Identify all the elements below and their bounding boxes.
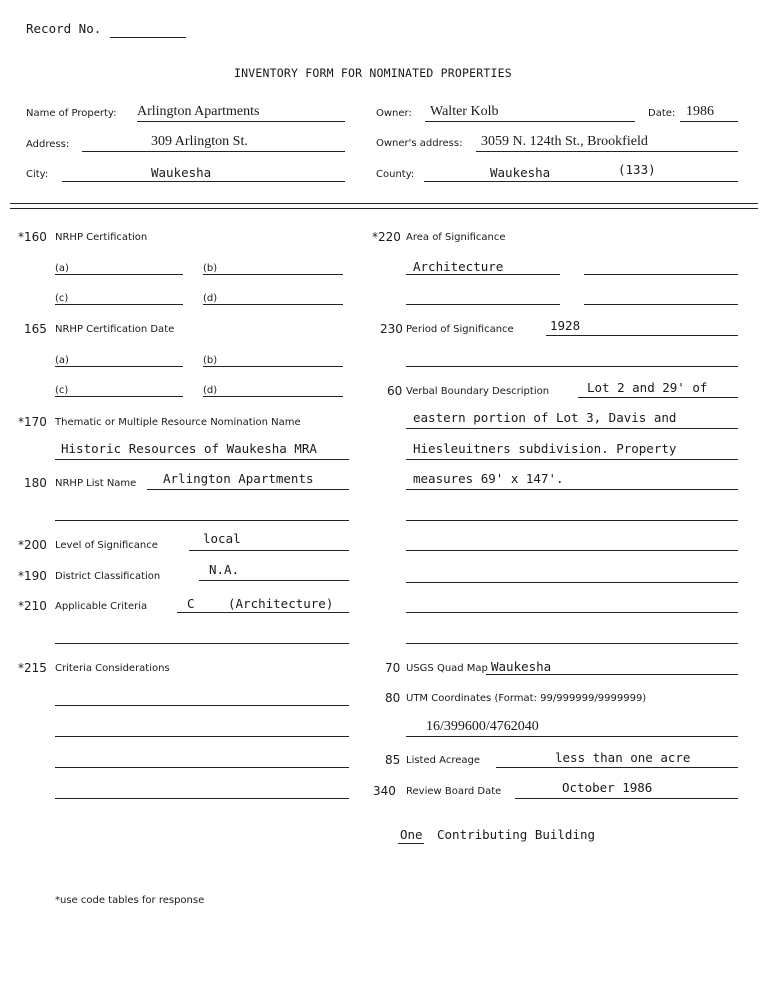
thematic-line[interactable] — [55, 459, 349, 460]
district-label: District Classification — [55, 571, 161, 582]
level-value: local — [203, 531, 241, 546]
nrhp-date-b-label: (b) — [203, 355, 218, 366]
address-line[interactable] — [82, 151, 345, 152]
boundary-line-7[interactable] — [406, 582, 738, 583]
criteria-extra-line[interactable] — [55, 643, 349, 644]
acreage-label: Listed Acreage — [406, 755, 480, 766]
record-number-label: Record No. — [26, 21, 102, 36]
nrhp-date-d-label: (d) — [203, 385, 218, 396]
considerations-label: Criteria Considerations — [55, 663, 170, 674]
thematic-code: *170 — [18, 415, 47, 429]
area-line-2b[interactable] — [584, 304, 738, 305]
nrhp-date-b-field[interactable] — [203, 366, 343, 367]
utm-line[interactable] — [406, 736, 738, 737]
nrhp-date-a-field[interactable] — [55, 366, 183, 367]
nrhp-date-code: 165 — [24, 322, 47, 336]
boundary-line-8[interactable] — [406, 612, 738, 613]
nrhp-cert-c-label: (c) — [55, 293, 69, 304]
area-line-2a[interactable] — [406, 304, 560, 305]
contributing-count-line[interactable] — [398, 843, 424, 844]
district-code: *190 — [18, 569, 47, 583]
nrhp-cert-code: *160 — [18, 230, 47, 244]
nrhp-cert-a-label: (a) — [55, 263, 69, 274]
boundary-line-2[interactable] — [406, 428, 738, 429]
level-code: *200 — [18, 538, 47, 552]
list-name-value: Arlington Apartments — [163, 471, 314, 486]
boundary-line-4[interactable] — [406, 489, 738, 490]
county-line[interactable] — [424, 181, 738, 182]
boundary-line-4-text: measures 69' x 147'. — [413, 471, 564, 486]
criteria-label: Applicable Criteria — [55, 601, 148, 612]
boundary-line-2-text: eastern portion of Lot 3, Davis and — [413, 410, 677, 425]
review-code: 340 — [373, 784, 396, 798]
date-line[interactable] — [680, 121, 738, 122]
owner-value: Walter Kolb — [430, 104, 499, 119]
form-title: INVENTORY FORM FOR NOMINATED PROPERTIES — [234, 66, 512, 80]
criteria-value-code: C — [187, 596, 195, 611]
level-line[interactable] — [189, 550, 349, 551]
boundary-line-1-text: Lot 2 and 29' of — [587, 380, 708, 395]
acreage-code: 85 — [385, 753, 401, 767]
list-name-label: NRHP List Name — [55, 478, 137, 489]
owner-line[interactable] — [425, 121, 635, 122]
nrhp-date-c-label: (c) — [55, 385, 69, 396]
owner-label: Owner: — [376, 108, 412, 119]
district-value: N.A. — [209, 562, 240, 577]
acreage-line[interactable] — [496, 767, 738, 768]
area-line-1b[interactable] — [584, 274, 738, 275]
district-line[interactable] — [199, 580, 349, 581]
nrhp-cert-a-field[interactable] — [55, 274, 183, 275]
date-label: Date: — [648, 108, 676, 119]
record-number-field[interactable] — [110, 37, 186, 38]
considerations-code: *215 — [18, 661, 47, 675]
considerations-line-4[interactable] — [55, 798, 349, 799]
city-value: Waukesha — [151, 165, 212, 180]
nrhp-date-a-label: (a) — [55, 355, 69, 366]
boundary-label: Verbal Boundary Description — [406, 386, 550, 397]
period-label: Period of Significance — [406, 324, 514, 335]
nrhp-cert-b-label: (b) — [203, 263, 218, 274]
criteria-value-desc: (Architecture) — [228, 596, 334, 611]
list-name-extra-line[interactable] — [55, 520, 349, 521]
usgs-label: USGS Quad Map — [406, 663, 488, 674]
boundary-line-9[interactable] — [406, 643, 738, 644]
usgs-line[interactable] — [486, 674, 738, 675]
county-code: (133) — [618, 162, 656, 177]
address-value: 309 Arlington St. — [151, 134, 248, 149]
boundary-line-3-text: Hiesleuitners subdivision. Property — [413, 441, 677, 456]
thematic-label: Thematic or Multiple Resource Nomination Name — [55, 417, 301, 428]
usgs-value: Waukesha — [491, 659, 552, 674]
city-line[interactable] — [62, 181, 345, 182]
nrhp-cert-c-field[interactable] — [55, 304, 183, 305]
list-name-line[interactable] — [147, 489, 349, 490]
thematic-value: Historic Resources of Waukesha MRA — [61, 441, 317, 456]
nrhp-cert-label: NRHP Certification — [55, 232, 148, 243]
utm-value: 16/399600/4762040 — [426, 719, 539, 734]
property-name-label: Name of Property: — [26, 108, 117, 119]
criteria-line[interactable] — [177, 612, 349, 613]
contributing-label: Contributing Building — [437, 827, 596, 842]
boundary-line-5[interactable] — [406, 520, 738, 521]
address-label: Address: — [26, 139, 70, 150]
area-line-1a[interactable] — [406, 274, 560, 275]
period-extra-line[interactable] — [406, 366, 738, 367]
considerations-line-3[interactable] — [55, 767, 349, 768]
period-line[interactable] — [546, 335, 738, 336]
review-value: October 1986 — [562, 780, 653, 795]
review-line[interactable] — [515, 798, 738, 799]
period-value: 1928 — [550, 318, 581, 333]
county-value: Waukesha — [490, 165, 551, 180]
nrhp-cert-d-field[interactable] — [203, 304, 343, 305]
divider-bottom — [10, 208, 758, 209]
period-code: 230 — [380, 322, 403, 336]
divider-top — [10, 203, 758, 204]
area-value: Architecture — [413, 259, 504, 274]
level-label: Level of Significance — [55, 540, 158, 551]
city-label: City: — [26, 169, 49, 180]
boundary-line-3[interactable] — [406, 459, 738, 460]
property-name-value: Arlington Apartments — [137, 104, 260, 119]
area-label: Area of Significance — [406, 232, 506, 243]
property-name-line[interactable] — [137, 121, 345, 122]
owners-address-line[interactable] — [476, 151, 738, 152]
boundary-line-6[interactable] — [406, 550, 738, 551]
nrhp-date-c-field[interactable] — [55, 396, 183, 397]
acreage-value: less than one acre — [555, 750, 691, 765]
considerations-line-1[interactable] — [55, 705, 349, 706]
footnote: *use code tables for response — [55, 895, 205, 906]
criteria-code: *210 — [18, 599, 47, 613]
list-name-code: 180 — [24, 476, 47, 490]
utm-label: UTM Coordinates (Format: 99/999999/9999999) — [406, 693, 647, 704]
owners-address-label: Owner's address: — [376, 138, 463, 149]
usgs-code: 70 — [385, 661, 401, 675]
boundary-line-1[interactable] — [578, 397, 738, 398]
nrhp-date-d-field[interactable] — [203, 396, 343, 397]
area-code: *220 — [372, 230, 401, 244]
nrhp-cert-d-label: (d) — [203, 293, 218, 304]
date-value: 1986 — [686, 104, 714, 119]
contributing-count: One — [400, 827, 423, 842]
review-label: Review Board Date — [406, 786, 502, 797]
considerations-line-2[interactable] — [55, 736, 349, 737]
owners-address-value: 3059 N. 124th St., Brookfield — [481, 134, 648, 149]
utm-code: 80 — [385, 691, 401, 705]
nrhp-cert-b-field[interactable] — [203, 274, 343, 275]
nrhp-date-label: NRHP Certification Date — [55, 324, 175, 335]
county-label: County: — [376, 169, 415, 180]
boundary-code: 60 — [387, 384, 403, 398]
